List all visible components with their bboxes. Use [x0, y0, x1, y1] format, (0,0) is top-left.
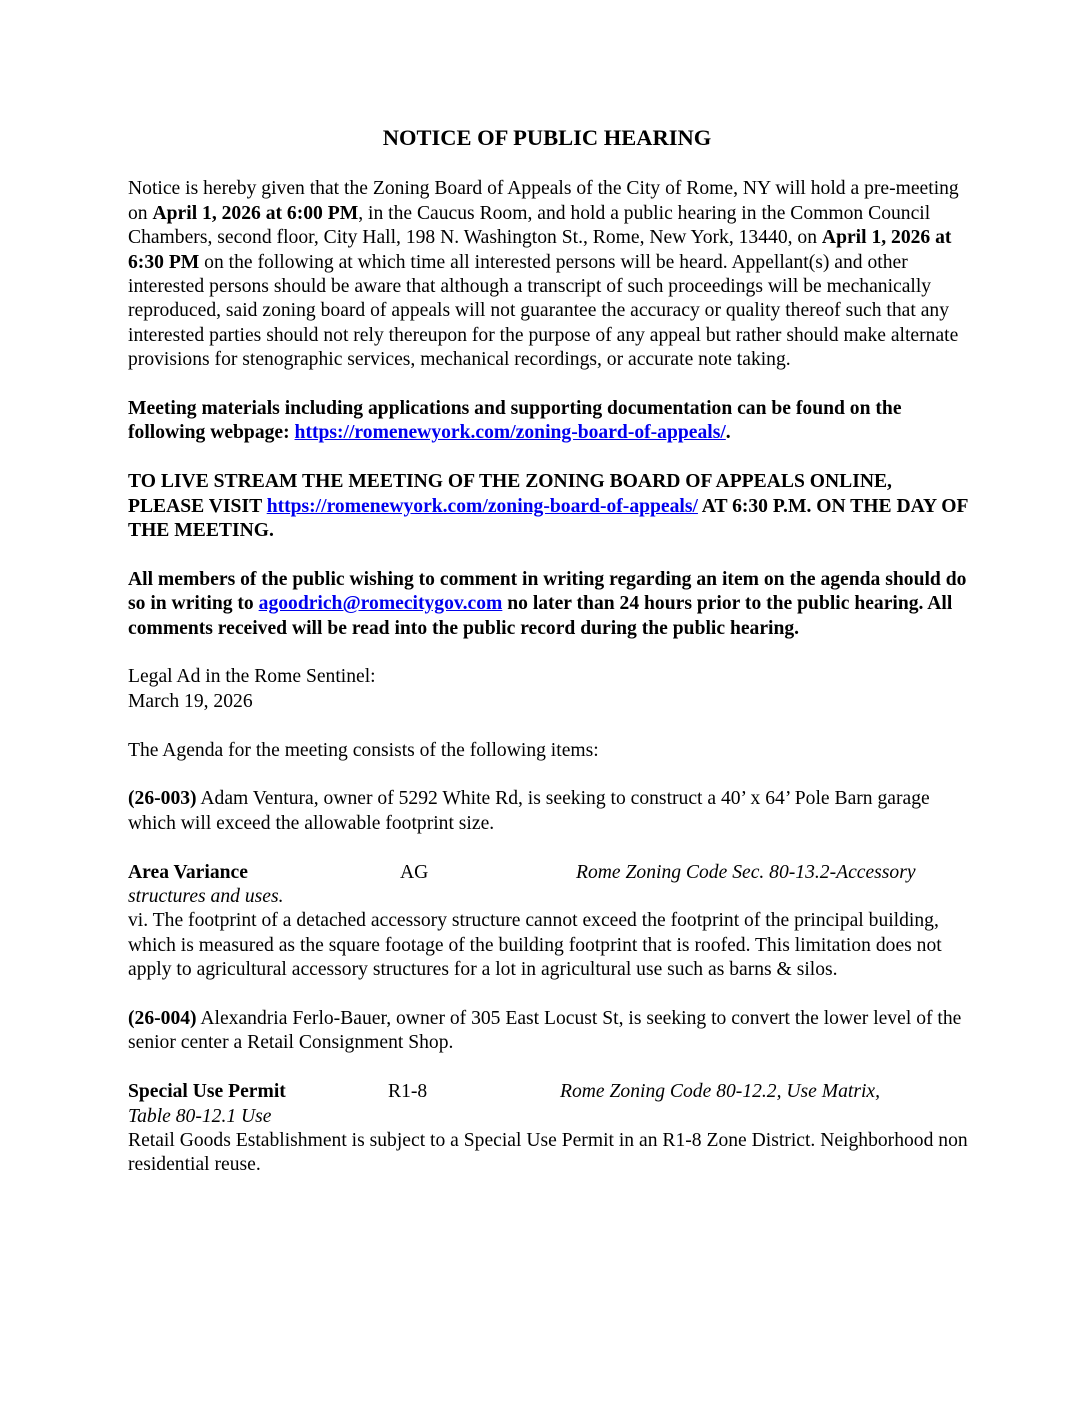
code-reference: Rome Zoning Code 80-12.2, Use Matrix, — [560, 1081, 880, 1103]
agenda-item-classification — [128, 861, 968, 885]
request-type: Area Variance — [128, 861, 248, 883]
materials-link[interactable]: https://romenewyork.com/zoning-board-of-appeals/ — [294, 422, 726, 444]
code-reference-continued: structures and uses. — [128, 886, 284, 908]
legal-ad-date: March 19, 2026 — [128, 690, 253, 712]
request-type: Special Use Permit — [128, 1081, 286, 1103]
comments-email-link[interactable]: agoodrich@romecitygov.com — [258, 593, 503, 615]
code-reference: Rome Zoning Code Sec. 80-13.2-Accessory — [576, 861, 916, 883]
hearing-datetime: April 1, 2026 at 6:30 PM — [128, 227, 952, 273]
code-detail: vi. The footprint of a detached accessory structure cannot exceed the footprint of the principal building, which is measured as the square footage of the building footprint that is roofed. This limitation does not apply to agricultural accessory structures for a lot in agricultural use such as barns & silos. — [128, 910, 942, 981]
notice-document — [128, 126, 968, 1178]
zone-district: AG — [400, 861, 429, 883]
agenda-item-classification — [128, 1080, 968, 1104]
agenda-item-description: (26-003) Adam Ventura, owner of 5292 White Rd, is seeking to construct a 40’ x 64’ Pole Barn garage which will exceed the allowable footprint size. — [128, 788, 930, 834]
agenda-intro: The Agenda for the meeting consists of the following items: — [128, 739, 599, 761]
legal-ad-line: Legal Ad in the Rome Sentinel: — [128, 666, 376, 688]
case-number: (26-003) — [128, 788, 197, 810]
livestream-paragraph: TO LIVE STREAM THE MEETING OF THE ZONING BOARD OF APPEALS ONLINE, PLEASE VISIT https://romenewyork.com/zoning-board-of-appeals/ AT 6:30 P.M. ON THE DAY OF THE MEETING. — [128, 471, 968, 542]
code-detail: Retail Goods Establishment is subject to a Special Use Permit in an R1-8 Zone District. Neighborhood non residential reuse. — [128, 1130, 968, 1176]
page-title: NOTICE OF PUBLIC HEARING — [382, 125, 712, 150]
zone-district: R1-8 — [388, 1081, 428, 1103]
code-reference-continued: Table 80-12.1 Use — [128, 1105, 272, 1127]
notice-paragraph: Notice is hereby given that the Zoning Board of Appeals of the City of Rome, NY will hold a pre-meeting on April 1, 2026 at 6:00 PM, in the Caucus Room, and hold a public hearing in the Common Council Chambers, second floor, City Hall, 198 N. Washington St., Rome, New York, 13440, on April 1, 2026 at 6:30 PM on the following at which time all interested persons will be heard. Appellant(s) and other interested persons should be aware that although a transcript of such proceedings will be mechanically reproduced, said zoning board of appeals will not guarantee the accuracy or quality thereof such that any interested parties should not rely thereupon for the purpose of any appeal but rather should make alternate provisions for stenographic services, mechanical recordings, or accurate note taking. — [128, 178, 959, 371]
livestream-link[interactable]: https://romenewyork.com/zoning-board-of-appeals/ — [266, 495, 698, 517]
premeeting-datetime: April 1, 2026 at 6:00 PM — [152, 202, 359, 224]
case-number: (26-004) — [128, 1008, 197, 1030]
comments-paragraph: All members of the public wishing to comment in writing regarding an item on the agenda should do so in writing to agoodrich@romecitygov.com no later than 24 hours prior to the public hearing. All comments received will be read into the public record during the public hearing. — [128, 568, 967, 639]
agenda-item-description: (26-004) Alexandria Ferlo-Bauer, owner of 305 East Locust St, is seeking to convert the lower level of the senior center a Retail Consignment Shop. — [128, 1008, 962, 1054]
materials-paragraph: Meeting materials including applications and supporting documentation can be found on the following webpage: https://romenewyork.com/zoning-board-of-appeals/. — [128, 398, 902, 444]
